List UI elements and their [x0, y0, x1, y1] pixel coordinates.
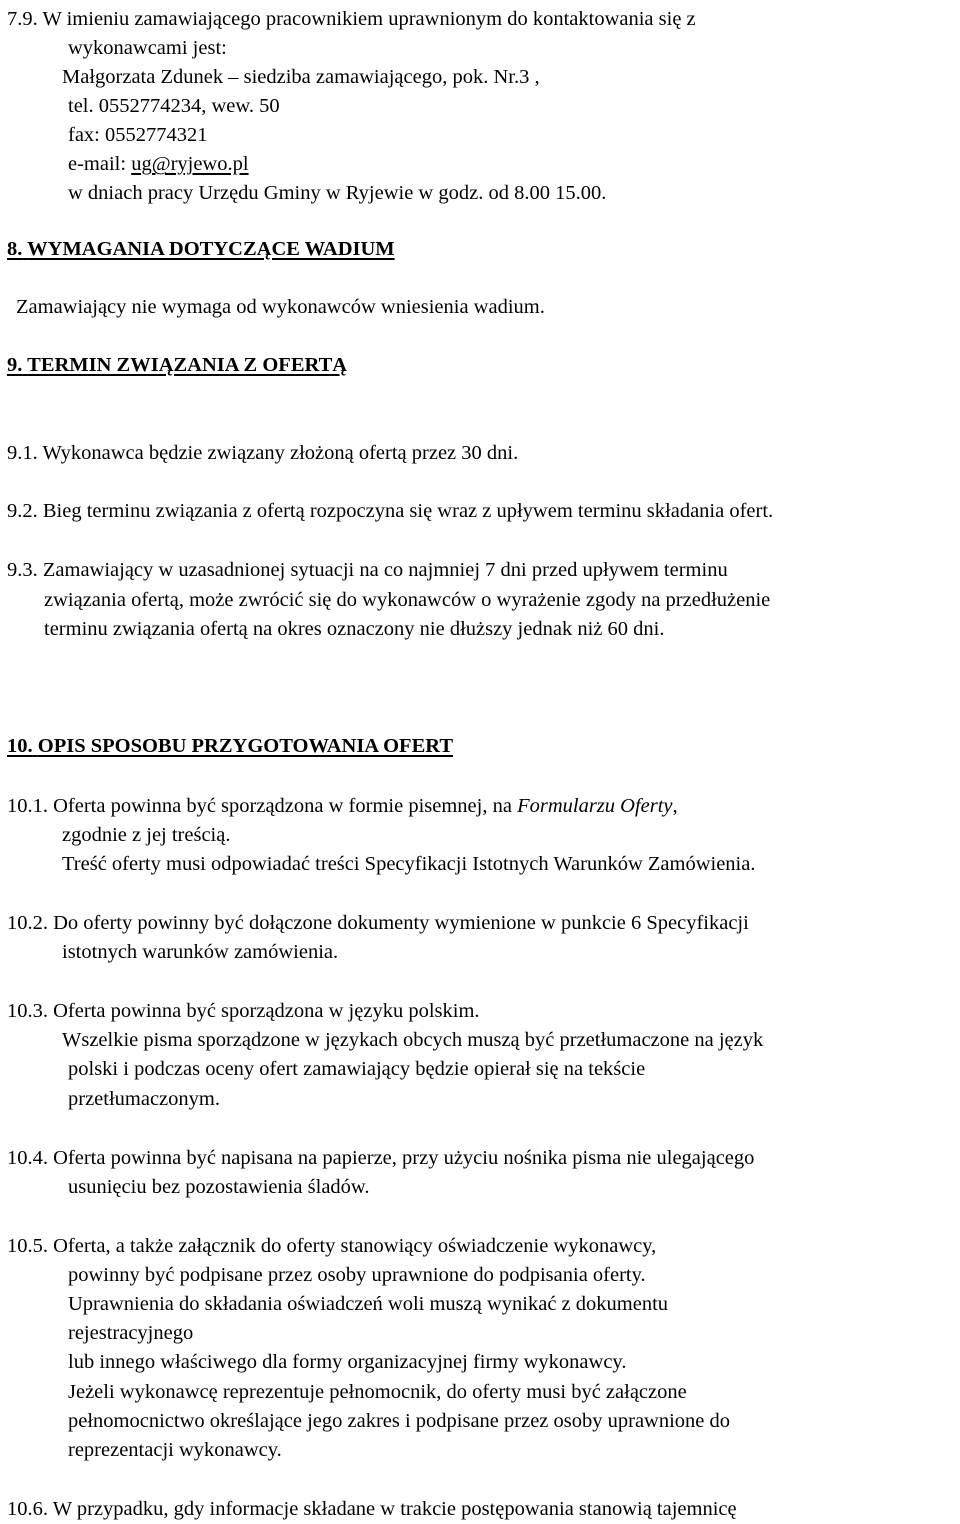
- contact-name-line: Małgorzata Zdunek – siedziba zamawiającego, pok. Nr.3 ,: [62, 66, 540, 88]
- contact-line-2: wykonawcami jest:: [68, 37, 227, 59]
- paragraph-10-4-line-1: 10.4. Oferta powinna być napisana na papierze, przy użyciu nośnika pisma nie ulegającego: [7, 1147, 755, 1169]
- email-link[interactable]: ug@ryjewo.pl: [131, 153, 249, 175]
- paragraph-9-3-line-3: terminu związania ofertą na okres oznaczony nie dłuższy jednak niż 60 dni.: [44, 618, 665, 640]
- paragraph-10-4-line-2: usunięciu bez pozostawienia śladów.: [68, 1176, 370, 1198]
- paragraph-10-1-line-3: Treść oferty musi odpowiadać treści Specyfikacji Istotnych Warunków Zamówienia.: [62, 853, 756, 875]
- contact-line-1: 7.9. W imieniu zamawiającego pracownikiem uprawnionym do kontaktowania się z: [7, 8, 696, 30]
- paragraph-10-2-line-1: 10.2. Do oferty powinny być dołączone dokumenty wymienione w punkcie 6 Specyfikacji: [7, 912, 749, 934]
- paragraph-10-3-line-4: przetłumaczonym.: [68, 1088, 220, 1110]
- paragraph-10-5-line-2: powinny być podpisane przez osoby uprawnione do podpisania oferty.: [68, 1264, 646, 1286]
- paragraph-10-3-line-1: 10.3. Oferta powinna być sporządzona w języku polskim.: [7, 1000, 480, 1022]
- paragraph-10-3-line-2: Wszelkie pisma sporządzone w językach obcych muszą być przetłumaczone na język: [62, 1029, 764, 1051]
- paragraph-10-1-line-1: 10.1. Oferta powinna być sporządzona w formie pisemnej, na Formularzu Oferty,: [7, 795, 678, 817]
- paragraph-10-5-line-6: Jeżeli wykonawcę reprezentuje pełnomocnik, do oferty musi być załączone: [68, 1381, 687, 1403]
- section-8-heading: 8. WYMAGANIA DOTYCZĄCE WADIUM: [7, 238, 395, 260]
- paragraph-10-5-line-1: 10.5. Oferta, a także załącznik do oferty stanowiący oświadczenie wykonawcy,: [7, 1235, 657, 1257]
- paragraph-10-5-line-7: pełnomocnictwo określające jego zakres i podpisane przez osoby uprawnione do: [68, 1410, 731, 1432]
- paragraph-10-5-line-4: rejestracyjnego: [68, 1322, 194, 1344]
- form-title-italic: Formularzu Oferty: [517, 795, 673, 817]
- paragraph-9-3-line-1: 9.3. Zamawiający w uzasadnionej sytuacji na co najmniej 7 dni przed upływem terminu: [7, 559, 728, 581]
- contact-phone-line: tel. 0552774234, wew. 50: [68, 95, 280, 117]
- paragraph-9-1: 9.1. Wykonawca będzie związany złożoną ofertą przez 30 dni.: [7, 442, 519, 464]
- paragraph-10-5-line-3: Uprawnienia do składania oświadczeń woli muszą wynikać z dokumentu: [68, 1293, 669, 1315]
- paragraph-9-3-line-2: związania ofertą, może zwrócić się do wykonawców o wyrażenie zgody na przedłużenie: [44, 589, 771, 611]
- contact-hours-line: w dniach pracy Urzędu Gminy w Ryjewie w godz. od 8.00 15.00.: [68, 182, 607, 204]
- paragraph-10-5-line-8: reprezentacji wykonawcy.: [68, 1439, 282, 1461]
- contact-email-line: e-mail: ug@ryjewo.pl: [68, 153, 249, 175]
- paragraph-9-2: 9.2. Bieg terminu związania z ofertą rozpoczyna się wraz z upływem terminu składania ofert.: [7, 500, 774, 522]
- contact-fax-line: fax: 0552774321: [68, 124, 208, 146]
- paragraph-10-2-line-2: istotnych warunków zamówienia.: [62, 941, 339, 963]
- section-8-text: Zamawiający nie wymaga od wykonawców wniesienia wadium.: [16, 296, 545, 318]
- paragraph-10-5-line-5: lub innego właściwego dla formy organizacyjnej firmy wykonawcy.: [68, 1351, 627, 1373]
- paragraph-10-3-line-3: polski i podczas oceny ofert zamawiający będzie opierał się na tekście: [68, 1058, 646, 1080]
- section-10-heading: 10. OPIS SPOSOBU PRZYGOTOWANIA OFERT: [7, 735, 453, 757]
- paragraph-10-1-line-2: zgodnie z jej treścią.: [62, 824, 231, 846]
- paragraph-10-6-line-1: 10.6. W przypadku, gdy informacje składane w trakcie postępowania stanowią tajemnicę: [7, 1498, 737, 1520]
- section-9-heading: 9. TERMIN ZWIĄZANIA Z OFERTĄ: [7, 354, 348, 376]
